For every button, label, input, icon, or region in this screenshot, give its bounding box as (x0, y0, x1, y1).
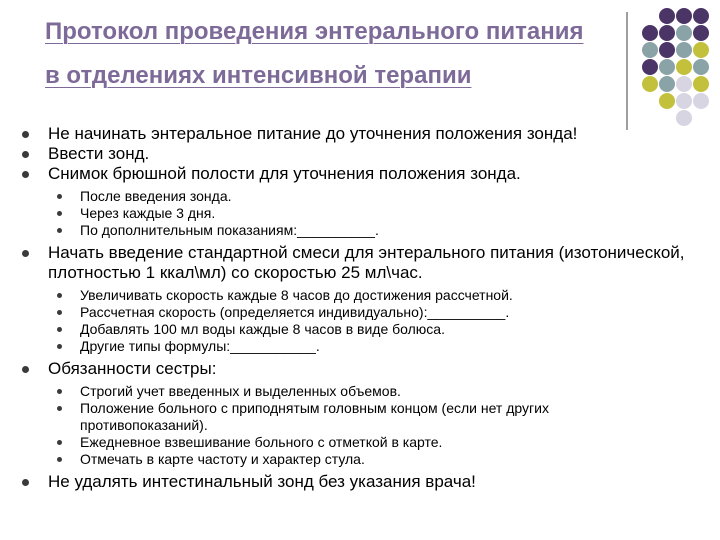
decorative-dot (676, 93, 692, 109)
bullet-text: По дополнительным показаниям:__________. (80, 222, 379, 238)
bullet-item (20, 359, 710, 379)
decorative-dot (659, 76, 675, 92)
decorative-dot (693, 76, 709, 92)
bullet-dot-icon (57, 194, 62, 199)
bullet-dot-icon (57, 344, 62, 349)
bullet-text: Начать введение стандартной смеси для энтерального питания (изотонической, плотностью 1 ккал\мл) со скоростью 25 мл\час. (48, 243, 685, 282)
bullet-dot-icon (57, 440, 62, 445)
decorative-dot (676, 25, 692, 41)
sub-bullet-item (20, 434, 670, 451)
bullet-text: Не начинать энтеральное питание до уточнения положения зонда! (48, 124, 578, 143)
bullet-text: Ввести зонд. (48, 144, 150, 163)
bullet-text: Добавлять 100 мл воды каждые 8 часов в виде болюса. (80, 321, 445, 337)
sub-bullet-item (20, 383, 670, 400)
sub-bullet-item (20, 338, 670, 355)
decorative-dot (676, 59, 692, 75)
sub-bullet-item (20, 287, 670, 304)
bullet-item (20, 124, 710, 144)
sub-bullet-item (20, 205, 670, 222)
decorative-dot (693, 25, 709, 41)
decorative-dot (659, 25, 675, 41)
bullet-text: Отмечать в карте частоту и характер стула. (80, 451, 365, 467)
bullet-text: Ежедневное взвешивание больного с отметкой в карте. (80, 434, 443, 450)
bullet-item (20, 472, 710, 492)
slide-title: Протокол проведения энтерального питания в отделениях интенсивной терапии (45, 18, 584, 89)
decorative-dot (676, 42, 692, 58)
bullet-item (20, 243, 710, 283)
bullet-text: Другие типы формулы:___________. (80, 338, 320, 354)
decorative-dot (659, 42, 675, 58)
bullet-text: Увеличивать скорость каждые 8 часов до достижения рассчетной. (80, 287, 513, 303)
decorative-dot (642, 42, 658, 58)
decorative-dot (676, 76, 692, 92)
bullet-dot-icon (57, 228, 62, 233)
decorative-divider (626, 12, 628, 130)
bullet-text: Через каждые 3 дня. (80, 205, 216, 221)
decorative-dot (659, 59, 675, 75)
bullet-dot-icon (22, 250, 29, 257)
decorative-dot (659, 8, 675, 24)
sub-bullet-item (20, 451, 670, 468)
decorative-dot (642, 59, 658, 75)
sub-bullet-item (20, 400, 670, 434)
bullet-text: Положение больного с приподнятым головным концом (если нет других противопоказаний). (80, 400, 549, 433)
bullet-dot-icon (57, 327, 62, 332)
sub-bullet-item (20, 188, 670, 205)
decorative-dot (693, 59, 709, 75)
bullet-dot-icon (57, 457, 62, 462)
bullet-text: Снимок брюшной полости для уточнения положения зонда. (48, 164, 521, 183)
bullet-dot-icon (22, 171, 29, 178)
bullet-dot-icon (22, 366, 29, 373)
decorative-dot (676, 8, 692, 24)
bullet-dot-icon (22, 131, 29, 138)
decorative-dot (642, 25, 658, 41)
bullet-text: Не удалять интестинальный зонд без указания врача! (48, 472, 476, 491)
bullet-dot-icon (57, 389, 62, 394)
bullet-dot-icon (22, 151, 29, 158)
bullet-text: Строгий учет введенных и выделенных объемов. (80, 383, 401, 399)
bullet-dot-icon (57, 310, 62, 315)
bullet-item (20, 164, 710, 184)
bullet-dot-icon (22, 479, 29, 486)
bullet-text: Рассчетная скорость (определяется индивидуально):__________. (80, 304, 510, 320)
sub-bullet-item (20, 304, 670, 321)
decorative-dot (693, 8, 709, 24)
decorative-dot (693, 42, 709, 58)
bullet-dot-icon (57, 211, 62, 216)
decorative-dot (693, 93, 709, 109)
bullet-text: Обязанности сестры: (48, 359, 217, 378)
decorative-dot (659, 93, 675, 109)
sub-bullet-item (20, 222, 670, 239)
bullet-list (20, 124, 710, 492)
decorative-dot (642, 76, 658, 92)
bullet-dot-icon (57, 406, 62, 411)
bullet-text: После введения зонда. (80, 188, 232, 204)
bullet-item (20, 144, 710, 164)
sub-bullet-item (20, 321, 670, 338)
bullet-dot-icon (57, 293, 62, 298)
